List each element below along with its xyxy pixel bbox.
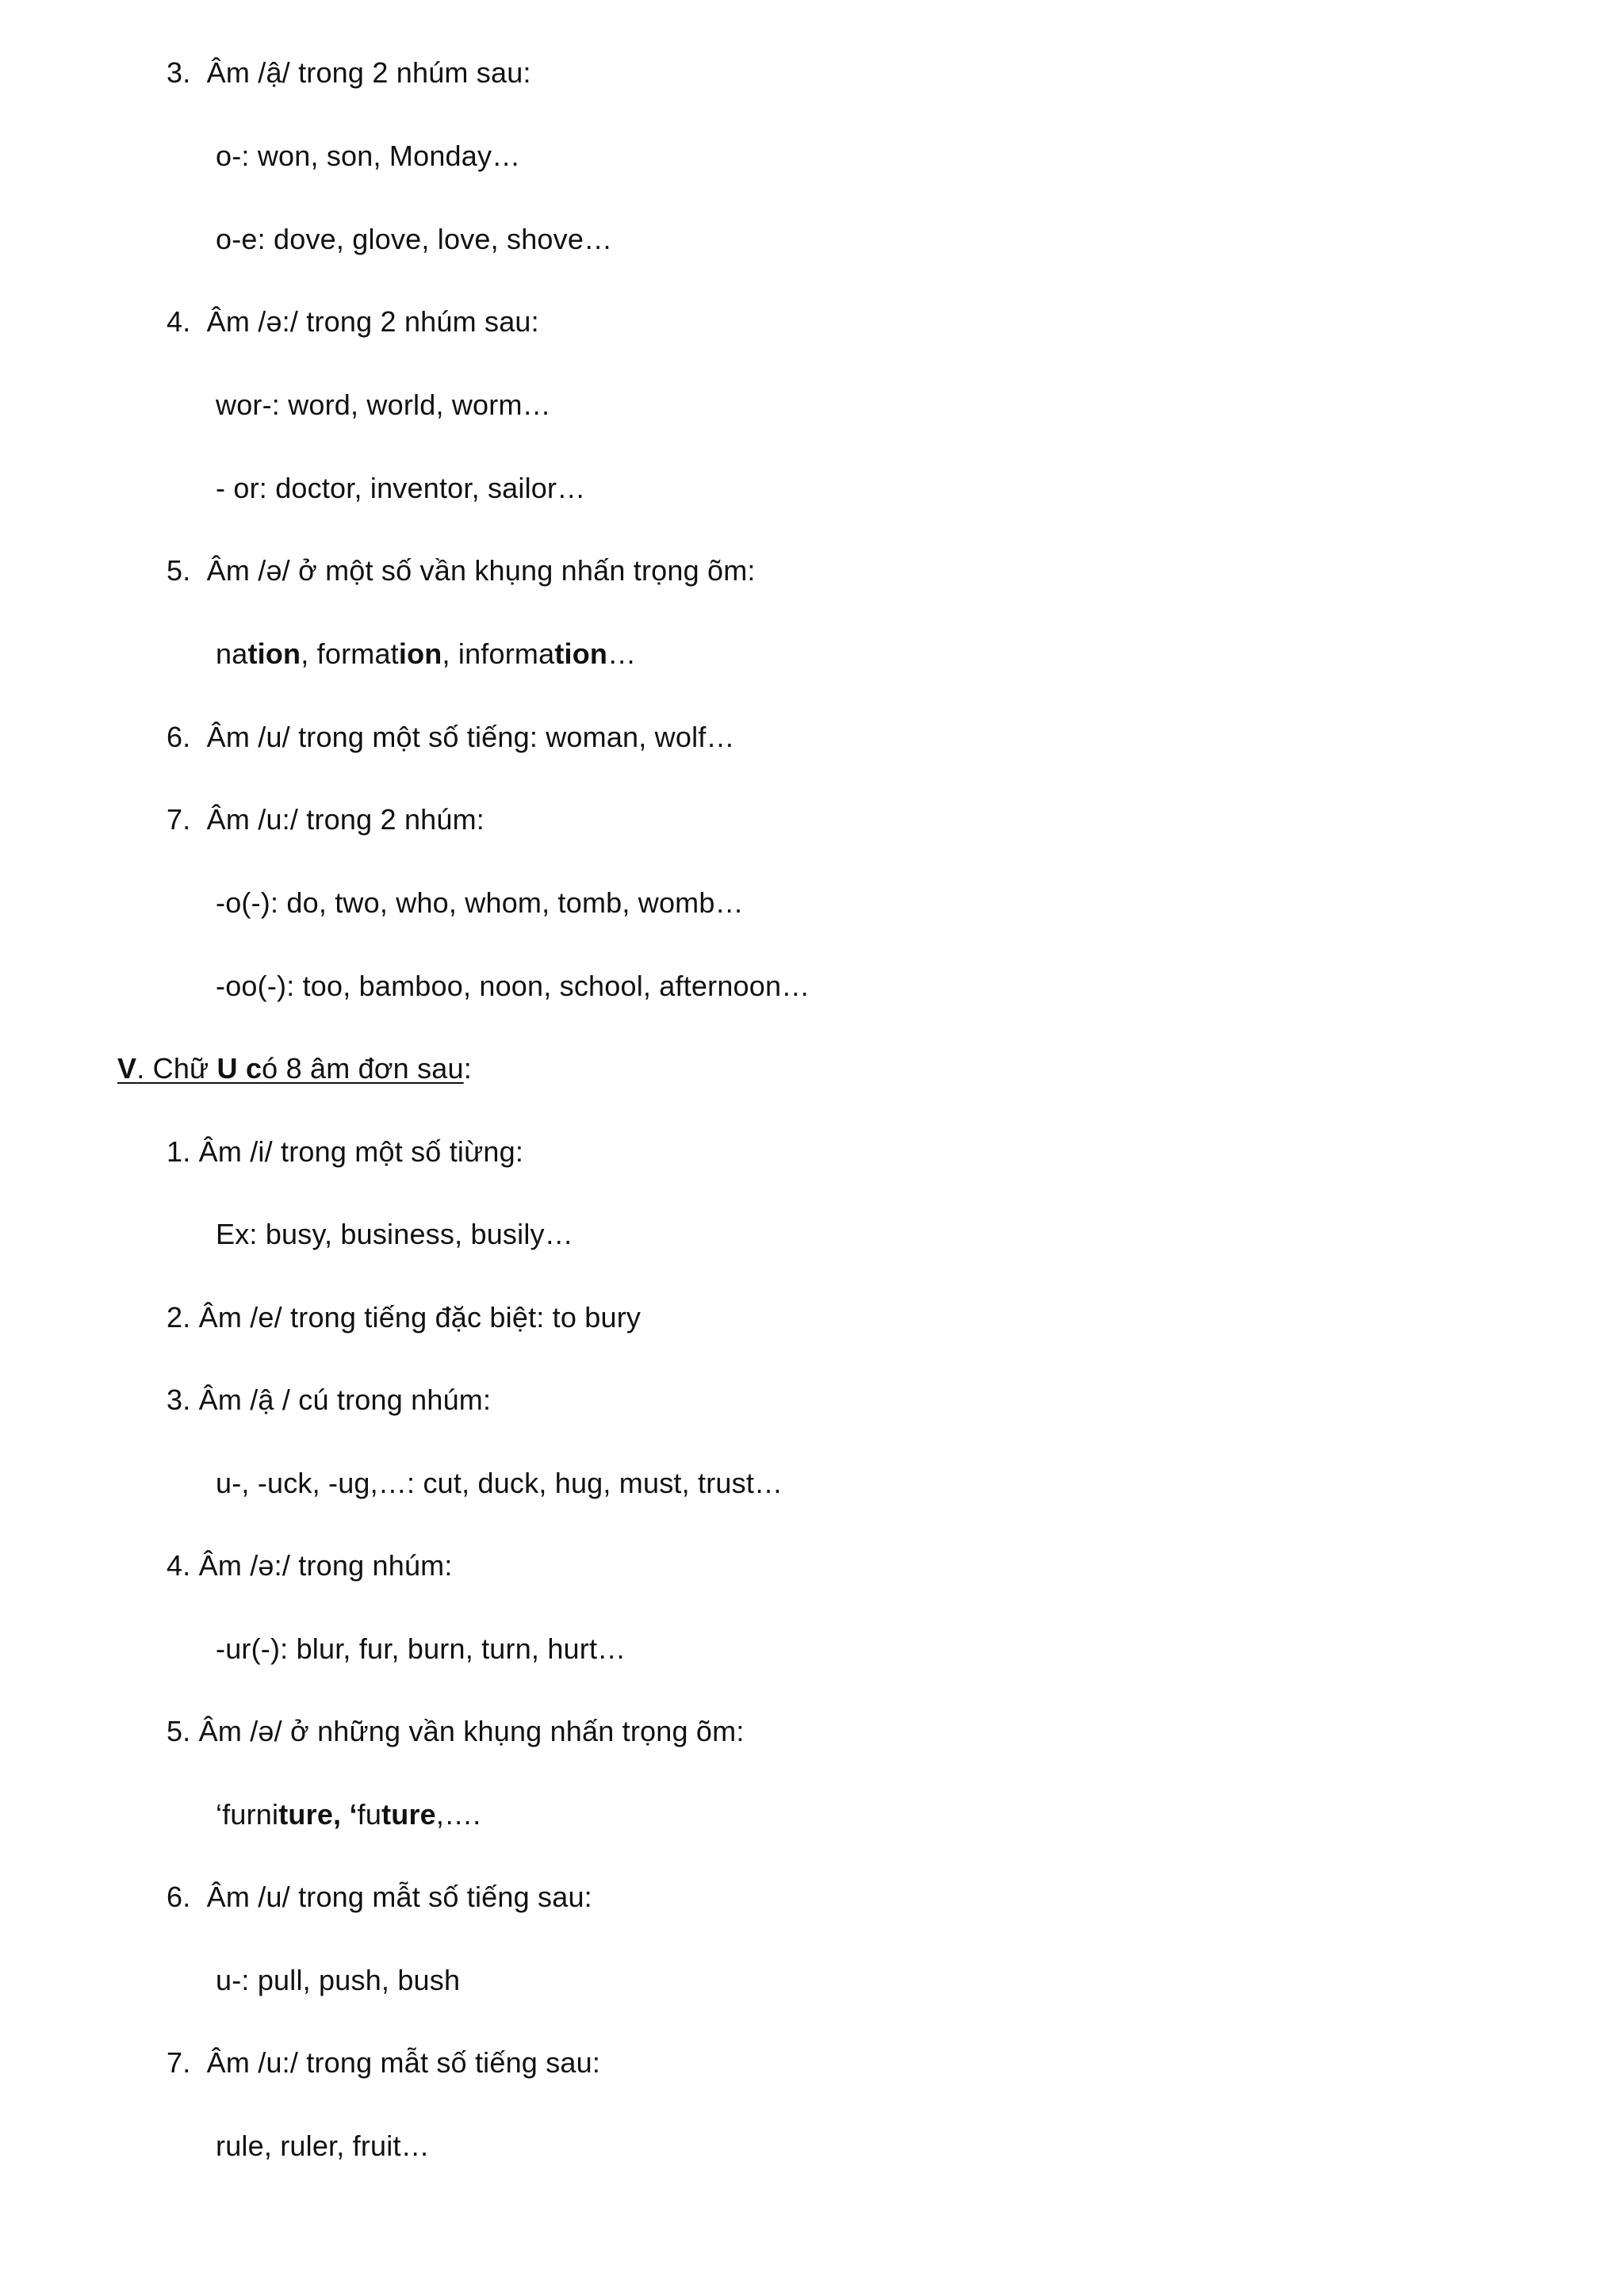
list-item-7 [167,802,485,837]
heading-roman: V [117,1052,137,1085]
list-number: 3. [167,56,191,89]
separator: , [442,637,458,670]
bold-suffix: ion [398,637,442,670]
text-run: na [216,637,248,670]
heading-text: . Chữ [136,1052,217,1085]
example-line: o-: won, son, Monday… [216,140,521,172]
example-line: o-e: dove, glove, love, shove… [216,223,613,255]
example-line: wor-: word, world, worm… [216,388,551,421]
list-text: Âm /u:/ trong mẫt số tiếng sau: [206,2046,601,2079]
heading-colon: : [463,1052,472,1085]
bold-suffix: tion [247,637,301,670]
bold-suffix: ture, ‘ [278,1798,358,1831]
example-line: Ex: busy, business, busily… [216,1218,573,1250]
example-line: u-: pull, push, bush [216,1964,461,1996]
text-run: ,…. [435,1798,481,1831]
separator: , [301,637,317,670]
list-item-5: 5. Âm /ə/ ở những vần khụng nhấn trọng õm: [167,1715,745,1747]
example-line [216,1797,481,1832]
example-line: -o(-): do, two, who, whom, tomb, womb… [216,886,744,919]
heading-letter: U c [216,1052,262,1085]
list-text: Âm /u:/ trong 2 nhúm: [206,803,485,836]
section-heading [117,1051,472,1086]
list-number: 6. [167,721,191,753]
list-number: 6. [167,1881,191,1913]
example-line: - or: doctor, inventor, sailor… [216,472,586,504]
list-item-7 [167,2045,600,2080]
example-line: rule, ruler, fruit… [216,2130,430,2162]
list-number: 5. [167,554,191,587]
list-text: Âm /ə:/ trong 2 nhúm sau: [206,305,539,338]
list-text: Âm /u/ trong một số tiếng: woman, wolf… [206,721,735,753]
bold-suffix: ture [381,1798,436,1831]
text-run: format [316,637,399,670]
list-text: Âm /ậ/ trong 2 nhúm sau: [206,56,531,89]
list-item-3: 3. Âm /ậ / cú trong nhúm: [167,1383,492,1416]
list-item-4 [167,304,539,339]
text-run: informa [458,637,555,670]
list-item-6 [167,1880,592,1915]
text-run: … [607,637,637,670]
list-item-4: 4. Âm /ə:/ trong nhúm: [167,1549,453,1582]
example-line: -oo(-): too, bamboo, noon, school, afternoon… [216,970,810,1002]
bold-suffix: tion [554,637,608,670]
example-line: u-, -uck, -ug,…: cut, duck, hug, must, trust… [216,1467,783,1499]
list-item-5 [167,553,756,588]
list-number: 4. [167,305,191,338]
list-item-3 [167,55,531,90]
list-text: Âm /u/ trong mẫt số tiếng sau: [206,1881,592,1913]
list-text: Âm /ə/ ở một số vần khụng nhấn trọng õm: [206,554,756,587]
list-item-1: 1. Âm /i/ trong một số tiừng: [167,1135,524,1168]
heading-text: ó 8 âm đơn sau [262,1052,464,1085]
example-line [216,637,636,672]
list-number: 7. [167,2046,191,2079]
text-run: ‘furni [216,1798,279,1831]
example-line: -ur(-): blur, fur, burn, turn, hurt… [216,1632,626,1665]
list-number: 7. [167,803,191,836]
text-run: fu [357,1798,382,1831]
list-item-6 [167,720,735,755]
list-item-2: 2. Âm /e/ trong tiếng đặc biệt: to bury [167,1301,642,1334]
